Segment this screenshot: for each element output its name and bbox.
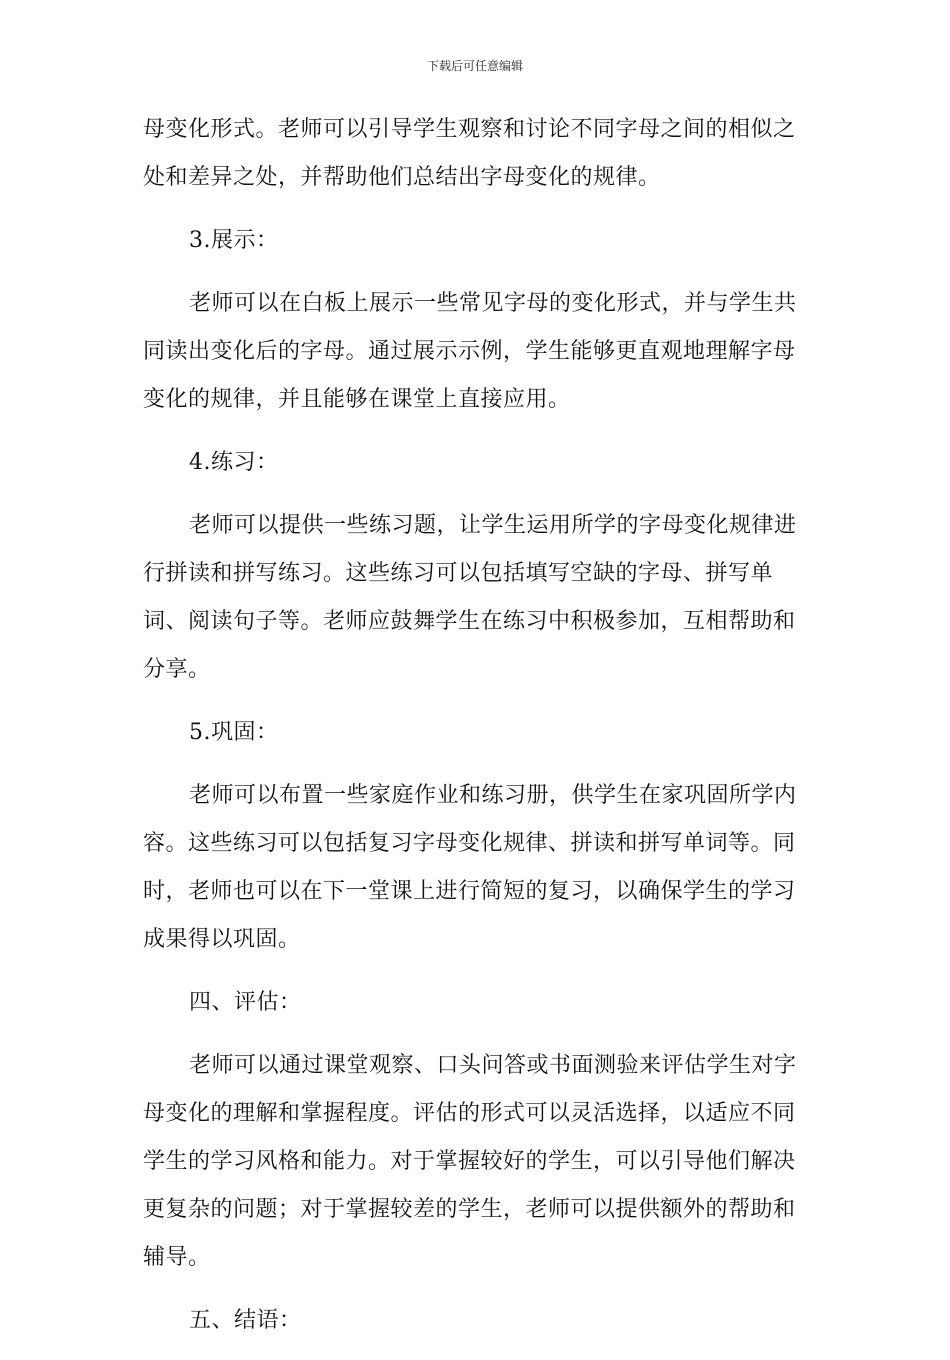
paragraph-display: 老师可以在白板上展示一些常见字母的变化形式，并与学生共同读出变化后的字母。通过展示示例，学生能够更直观地理解字母变化的规律，并且能够在课堂上直接应用。 [143,291,797,412]
section-heading-conclusion: 五、结语： [189,1308,302,1333]
document-body [143,106,808,1360]
section-heading-display: 3.展示： [189,228,279,253]
section-heading-practice: 4.练习： [189,450,279,475]
section-heading-assessment: 四、评估： [189,990,302,1015]
paragraph-practice: 老师可以提供一些练习题，让学生运用所学的字母变化规律进行拼读和拼写练习。这些练习可以包括填写空缺的字母、拼写单词、阅读句子等。老师应鼓舞学生在练习中积极参加，互相帮助和分享。 [143,513,797,682]
paragraph-consolidate: 老师可以布置一些家庭作业和练习册，供学生在家巩固所学内容。这些练习可以包括复习字母变化规律、拼读和拼写单词等。同时，老师也可以在下一堂课上进行简短的复习，以确保学生的学习成果得以巩固。 [143,783,797,952]
page-header: 下载后可任意编辑 [426,59,523,73]
paragraph-assessment: 老师可以通过课堂观察、口头问答或书面测验来评估学生对字母变化的理解和掌握程度。评估的形式可以灵活选择，以适应不同学生的学习风格和能力。对于掌握较好的学生，可以引导他们解决更复杂的问题；对于掌握较差的学生，老师可以提供额外的帮助和辅导。 [143,1053,797,1270]
section-heading-consolidate: 5.巩固： [189,720,279,745]
paragraph-continued: 母变化形式。老师可以引导学生观察和讨论不同字母之间的相似之处和差异之处，并帮助他们总结出字母变化的规律。 [143,117,796,190]
